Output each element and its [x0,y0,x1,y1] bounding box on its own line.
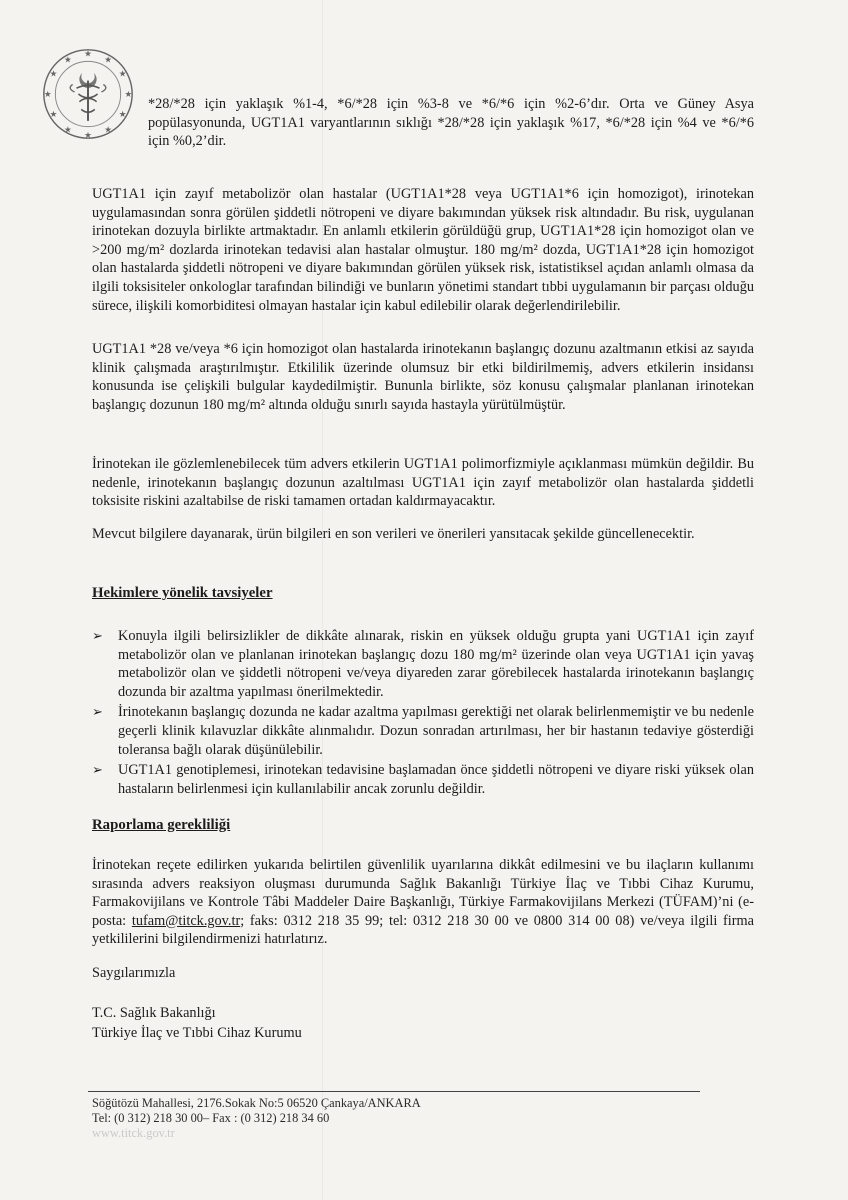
svg-text:★: ★ [124,89,133,100]
svg-text:★: ★ [104,55,113,66]
reporting-paragraph [92,856,754,949]
svg-text:★: ★ [63,125,72,136]
footer-website[interactable]: www.titck.gov.tr [92,1126,175,1140]
reporting-text-end: ; faks: 0312 218 35 99; tel: 0312 218 30 00 ve 0800 314 00 08) ve/veya ilgili firma yetkililerini bilgilendirmenizi hatırlatırız. [92,912,754,948]
svg-text:★: ★ [104,125,113,136]
list-item [92,761,754,798]
update-text: Mevcut bilgilere dayanarak, ürün bilgileri en son verileri ve önerileri yansıtacak şekilde güncellenecektir. [92,526,695,542]
signature-ministry: T.C. Sağlık Bakanlığı [92,1005,216,1021]
adverse-effects-text: İrinotekan ile gözlemlenebilecek tüm advers etkilerin UGT1A1 polimorfizmiyle açıklanması mümkün değildir. Bu nedenle, irinotekanın başlangıç dozunun azaltılması UGT1A1 için zayıf metabolizör olan hastalarda şiddetli toksisite riskini azaltabilse de riski tamamen ortadan kaldırmayacaktır. [92,456,754,510]
svg-text:★: ★ [84,49,92,60]
footer-address: Söğütözü Mahallesi, 2176.Sokak No:5 06520 Çankaya/ANKARA [92,1096,421,1110]
signature-agency: Türkiye İlaç ve Tıbbi Cihaz Kurumu [92,1025,302,1041]
update-paragraph [92,525,754,544]
footer-divider [88,1091,700,1092]
svg-text:★: ★ [49,69,58,80]
svg-text:★: ★ [84,131,92,142]
list-item-text: UGT1A1 genotiplemesi, irinotekan tedavisine başlamadan önce şiddetli nötropeni ve diyare riski yüksek olan hastaların belirlenmesi için kullanılabilir ancak zorunlu değildir. [118,762,754,797]
adverse-effects-paragraph [92,455,754,511]
section-heading-recommendations: Hekimlere yönelik tavsiyeler [92,585,273,601]
dose-reduction-text: UGT1A1 *28 ve/veya *6 için homozigot olan hastalarda irinotekanın başlangıç dozunu azaltmanın etkisi az sayıda klinik çalışmada araştırılmıştır. Etkililik üzerinde olumsuz bir etki bildirilmemiş, advers etkilerin insidansı konusunda ise çelişkili bulgular kaydedilmiştir. Bununla birlikte, söz konusu çalışmalar planlanan irinotekan başlangıç dozunun 180 mg/m² altında olduğu sınırlı sayıda hastayla yürütülmüştür. [92,341,754,413]
intro-paragraph [148,95,754,151]
section-heading-reporting: Raporlama gerekliliği [92,817,231,833]
closing-salutation: Saygılarımızla [92,965,176,981]
dose-reduction-paragraph [92,340,754,414]
svg-text:★: ★ [118,110,127,121]
risk-paragraph [92,185,754,315]
list-item-text: Konuyla ilgili belirsizlikler de dikkâte alınarak, riskin en yüksek olduğu grupta yani UGT1A1 için zayıf metabolizör olan ve planlanan irinotekan başlangıç dozu 180 mg/m² üzerinde olan veya UGT1A1 için yavaş metabolizör olan ve şiddetli nötropeni ve/veya diyareden zarar görebilecek hastalarda irinotekanın başlangıç dozunda bir azaltma yapılması önerilmektedir. [118,628,754,700]
svg-text:★: ★ [43,89,52,100]
svg-text:★: ★ [118,69,127,80]
list-item [92,627,754,701]
intro-text: *28/*28 için yaklaşık %1-4, *6/*28 için %3-8 ve *6/*6 için %2-6’dır. Orta ve Güney Asya popülasyonunda, UGT1A1 varyantlarının sıklığı *28/*28 için yaklaşık %17, *6/*28 için %4 ve *6/*6 için %0,2’dir. [148,96,754,150]
email-link[interactable]: tufam@titck.gov.tr [131,912,241,929]
arrow-bullet-icon: ➢ [92,762,103,778]
list-item-text: İrinotekanın başlangıç dozunda ne kadar azaltma yapılması gerektiği net olarak belirlenmemiştir ve bu nedenle geçerli klinik kılavuzlar dikkâte alınmalıdır. Dozun sonradan artırılması, her bir hastanın tedaviye gösterdiği toleransa bağlı olarak düşünülebilir. [118,704,754,758]
risk-text: UGT1A1 için zayıf metabolizör olan hastalar (UGT1A1*28 veya UGT1A1*6 için homozigot), irinotekan uygulamasından sonra görülen şiddetli nötropeni ve diyare bakımından yüksek risk altındadır. Bu risk, uygulanan irinotekan dozuyla birlikte artmaktadır. En anlamlı etkilerin görüldüğü grup, UGT1A1*28 için homozigot olan ve >200 mg/m² dozlarda irinotekan tedavisi alan hastalar olmuştur. 180 mg/m² dozda, UGT1A1*28 için homozigot olan hastalarda şiddetli nötropeni ve diyare bakımından görülen yüksek risk, istatistiksel açıdan anlamlı olmasa da ilgili toksisiteler onkologlar tarafından bilindiği ve bunların yönetimi standart tıbbi uygulamanın bir parçası olduğu sürece, ilişkili komorbiditesi olmayan hastalar için kabul edilebilir olarak değerlendirilebilir. [92,186,754,314]
list-item [92,703,754,759]
recommendations-list [92,627,754,800]
footer-contact: Tel: (0 312) 218 30 00– Fax : (0 312) 218 34 60 [92,1111,330,1125]
svg-text:★: ★ [63,55,72,66]
svg-text:★: ★ [49,110,58,121]
arrow-bullet-icon: ➢ [92,628,103,643]
arrow-bullet-icon: ➢ [92,704,103,720]
reporting-text-start: İrinotekan reçete edilirken yukarıda belirtilen güvenlilik uyarılarına dikkât edilmesini ve bu ilaçların kullanımı sırasında advers reaksiyon oluşması durumunda Sağlık Bakanlığı Türkiye İlaç ve Tıbbi Cihaz Kurumu, Farmakovijilans ve Kontrole Tâbi Maddeler Daire Başkanlığı, Türkiye Farmakovijilans Merkezi (TÜFAM)’ni (e-posta: [92,857,754,929]
ministry-logo-icon [40,46,136,142]
reporting-text [92,856,754,949]
